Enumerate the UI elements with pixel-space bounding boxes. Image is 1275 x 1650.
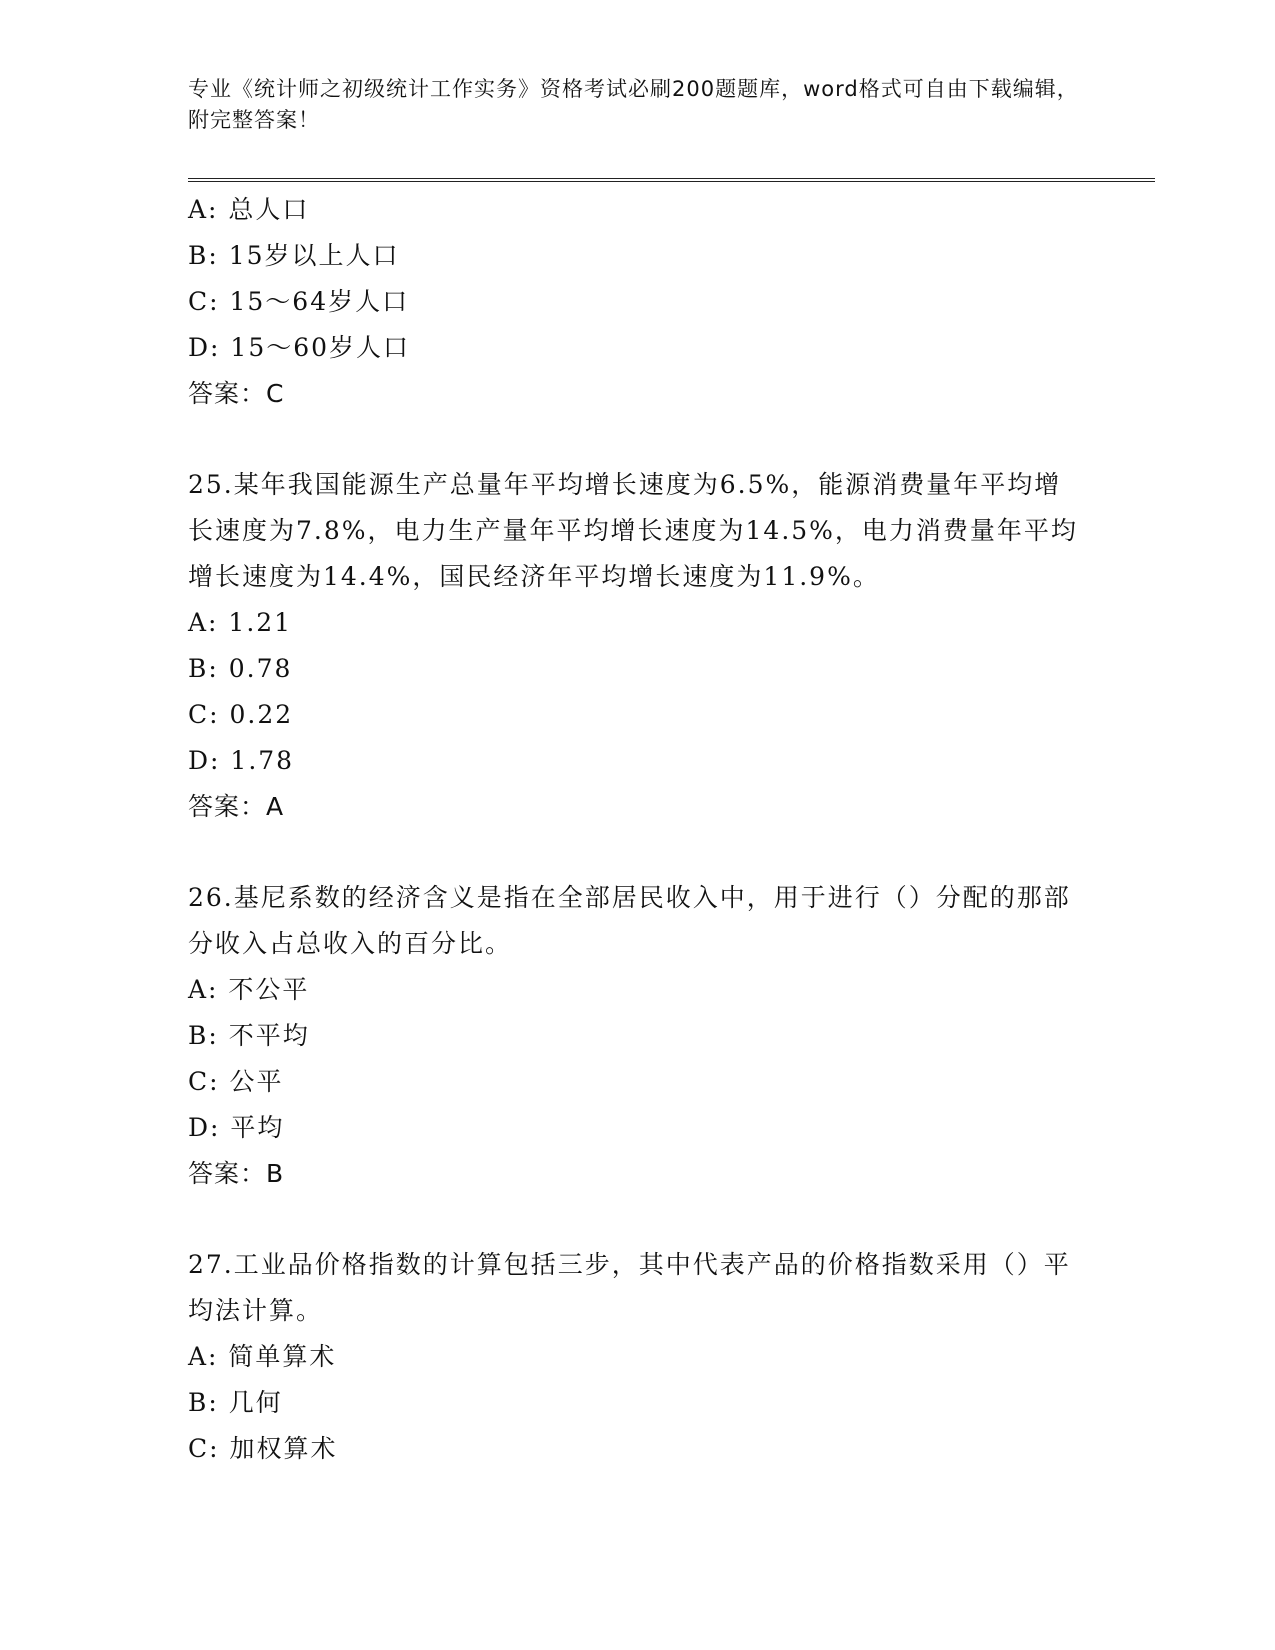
option-d: D: 平均 [188, 1113, 285, 1142]
question-spacer [188, 417, 1088, 462]
question-text: 26.基尼系数的经济含义是指在全部居民收入中，用于进行（）分配的那部分收入占总收入的百分比。 [188, 883, 1071, 958]
option-c: C: 0.22 [188, 700, 294, 729]
option-a: A: 总人口 [188, 195, 310, 224]
option-d: D: 1.78 [188, 746, 295, 775]
question-text: 25.某年我国能源生产总量年平均增长速度为6.5%，能源消费量年平均增长速度为7.8%，电力生产量年平均增长速度为14.5%，电力消费量年平均增长速度为14.4%，国民经济年平均增长速度为11.9%。 [188, 470, 1078, 591]
option-c: C: 公平 [188, 1067, 284, 1096]
answer-label: 答案：B [188, 1159, 285, 1188]
answer-label: 答案：A [188, 792, 285, 821]
option-a: A: 1.21 [188, 608, 293, 637]
document-header: 专业《统计师之初级统计工作实务》资格考试必刷200题题库，word格式可自由下载编辑，附完整答案！ [188, 77, 1079, 132]
question-spacer [188, 830, 1088, 875]
option-d: D: 15～60岁人口 [188, 333, 411, 362]
question-27 [188, 1242, 1088, 1472]
prev-question-block [188, 187, 1088, 417]
option-c: C: 加权算术 [188, 1434, 338, 1463]
question-26 [188, 875, 1088, 1197]
answer-label: 答案：C [188, 379, 285, 408]
question-25 [188, 462, 1088, 830]
header-divider [188, 178, 1155, 182]
option-b: B: 0.78 [188, 654, 293, 683]
question-list [188, 187, 1088, 1472]
option-a: A: 简单算术 [188, 1342, 337, 1371]
question-text: 27.工业品价格指数的计算包括三步，其中代表产品的价格指数采用（）平均法计算。 [188, 1250, 1071, 1325]
option-a: A: 不公平 [188, 975, 310, 1004]
option-b: B: 15岁以上人口 [188, 241, 400, 270]
option-c: C: 15～64岁人口 [188, 287, 410, 316]
option-b: B: 几何 [188, 1388, 283, 1417]
option-b: B: 不平均 [188, 1021, 310, 1050]
question-spacer [188, 1197, 1088, 1242]
